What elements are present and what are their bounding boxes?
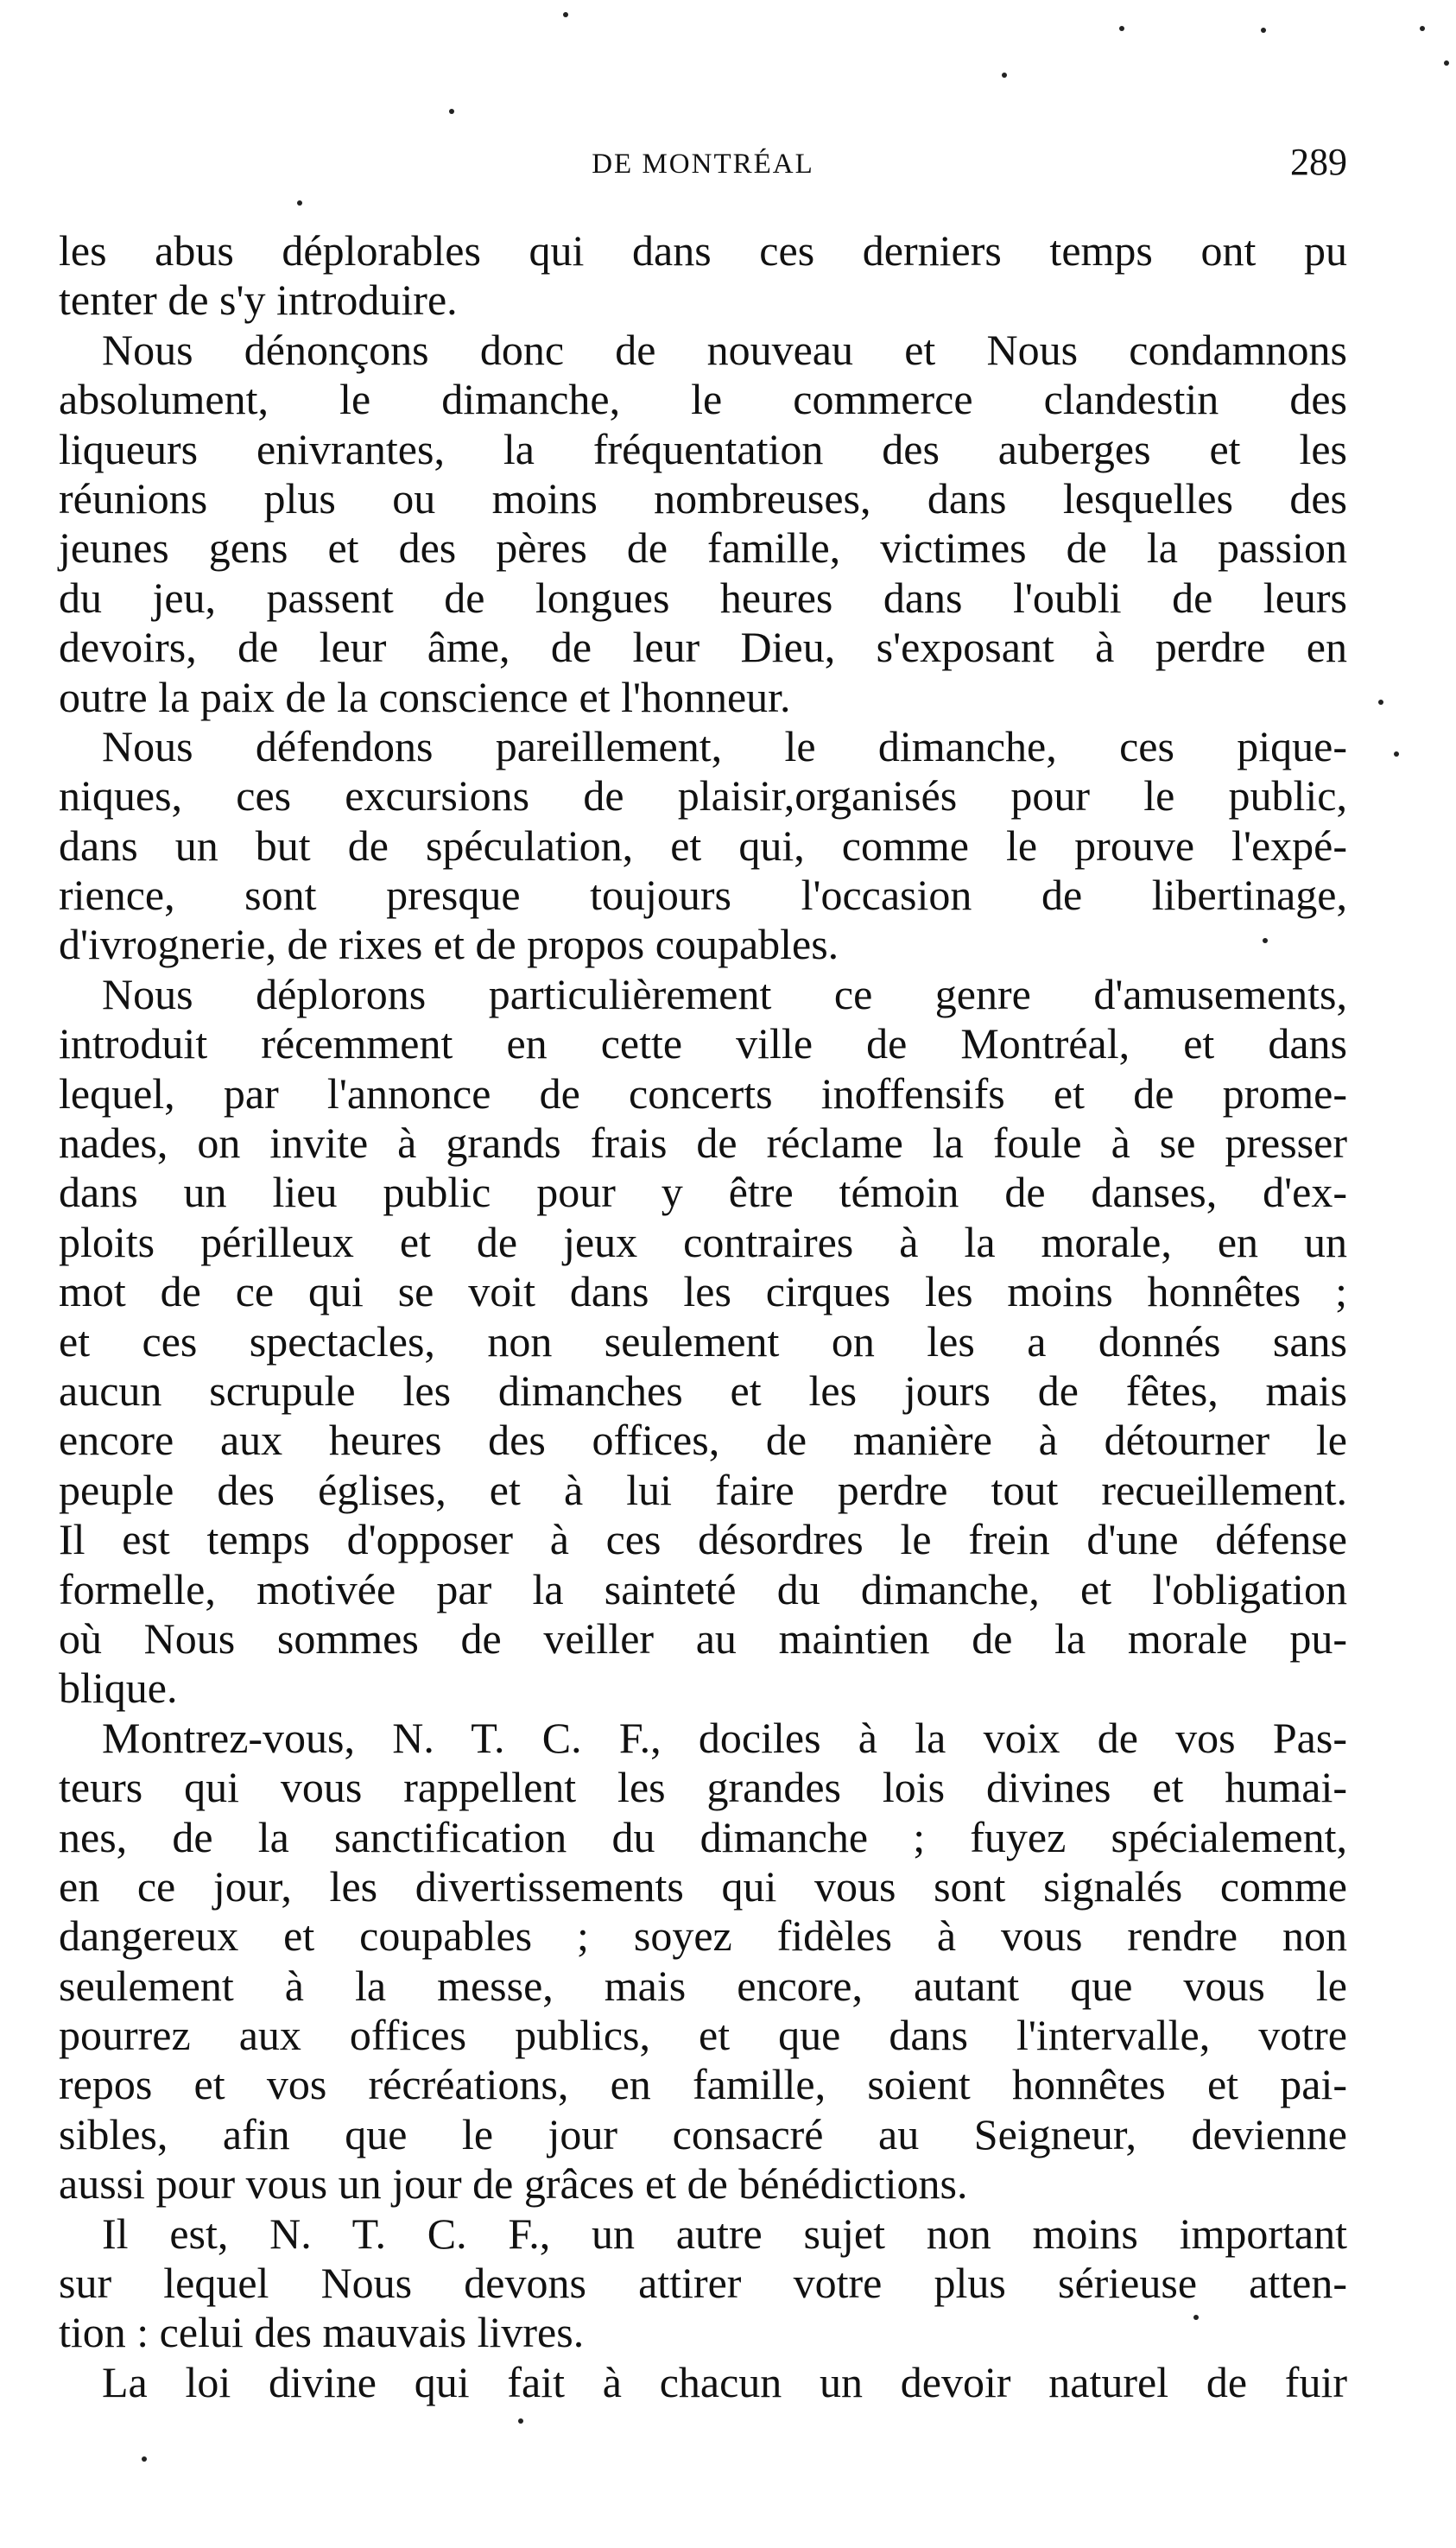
text-line: teurs qui vous rappellent les grandes lois divines et humai- (59, 1763, 1347, 1812)
scan-speck (1420, 26, 1425, 31)
text-line: formelle, motivée par la sainteté du dimanche, et l'obligation (59, 1564, 1347, 1613)
text-line: niques, ces excursions de plaisir,organisés pour le public, (59, 771, 1347, 821)
scan-speck (1002, 73, 1007, 78)
scan-speck (1378, 700, 1383, 705)
text-line: tenter de s'y introduire. (59, 276, 458, 325)
scan-speck (1193, 2315, 1199, 2320)
text-line: Il est, N. T. C. F., un autre sujet non moins important (102, 2209, 1347, 2258)
text-line: nades, on invite à grands frais de réclame la foule à se presser (59, 1119, 1347, 1168)
text-line: nes, de la sanctification du dimanche ; fuyez spécialement, (59, 1812, 1347, 1861)
scan-speck (1444, 60, 1449, 66)
text-line: mot de ce qui se voit dans les cirques les moins honnêtes ; (59, 1267, 1347, 1316)
scan-speck (1261, 28, 1266, 33)
text-line: en ce jour, les divertissements qui vous sont signalés comme (59, 1861, 1347, 1911)
text-line: dangereux et coupables ; soyez fidèles à vous rendre non (59, 1911, 1347, 1961)
text-line: seulement à la messe, mais encore, autant que vous le (59, 1961, 1347, 2010)
scan-speck (518, 2418, 523, 2424)
text-line: aucun scrupule les dimanches et les jours de fêtes, mais (59, 1366, 1347, 1415)
text-line: blique. (59, 1664, 178, 1713)
scan-speck (297, 200, 302, 206)
text-line: pourrez aux offices publics, et que dans l'intervalle, votre (59, 2011, 1347, 2060)
scan-speck (449, 109, 454, 114)
text-line: repos et vos récréations, en famille, soient honnêtes et pai- (59, 2060, 1347, 2109)
text-line: Il est temps d'opposer à ces désordres le frein d'une défense (59, 1515, 1347, 1564)
text-line: peuple des églises, et à lui faire perdre tout recueillement. (59, 1465, 1347, 1514)
text-line: du jeu, passent de longues heures dans l'oubli de leurs (59, 573, 1347, 622)
text-line: liqueurs enivrantes, la fréquentation des auberges et les (59, 424, 1347, 473)
text-line: absolument, le dimanche, le commerce clandestin des (59, 375, 1347, 424)
text-line: aussi pour vous un jour de grâces et de bénédictions. (59, 2159, 968, 2209)
scan-speck (142, 2456, 147, 2462)
text-line: sur lequel Nous devons attirer votre plus sérieuse atten- (59, 2259, 1347, 2308)
scan-speck (563, 12, 568, 17)
text-line: rience, sont presque toujours l'occasion de libertinage, (59, 871, 1347, 920)
text-line: sibles, afin que le jour consacré au Seigneur, devienne (59, 2109, 1347, 2158)
scan-speck (1119, 26, 1124, 31)
scan-speck (1394, 751, 1399, 757)
scan-speck (1263, 938, 1268, 943)
text-line: réunions plus ou moins nombreuses, dans lesquelles des (59, 473, 1347, 523)
text-line: Nous déplorons particulièrement ce genre d'amusements, (102, 969, 1347, 1018)
text-line: tion : celui des mauvais livres. (59, 2308, 585, 2357)
text-line: dans un lieu public pour y être témoin de danses, d'ex- (59, 1168, 1347, 1217)
text-line: d'ivrognerie, de rixes et de propos coupables. (59, 920, 839, 969)
text-line: introduit récemment en cette ville de Montréal, et dans (59, 1019, 1347, 1068)
text-line: Nous dénonçons donc de nouveau et Nous condamnons (102, 325, 1347, 374)
text-line: encore aux heures des offices, de manière à détourner le (59, 1416, 1347, 1465)
text-line: outre la paix de la conscience et l'honneur. (59, 672, 791, 721)
text-line: lequel, par l'annonce de concerts inoffensifs et de prome- (59, 1068, 1347, 1118)
text-line: les abus déplorables qui dans ces derniers temps ont pu (59, 226, 1347, 275)
text-line: dans un but de spéculation, et qui, comme le prouve l'expé- (59, 821, 1347, 870)
text-line: La loi divine qui fait à chacun un devoir naturel de fuir (102, 2357, 1347, 2406)
running-title: DE MONTRÉAL (592, 149, 814, 180)
text-line: et ces spectacles, non seulement on les a donnés sans (59, 1316, 1347, 1366)
page-number: 289 (1290, 141, 1347, 183)
text-line: devoirs, de leur âme, de leur Dieu, s'exposant à perdre en (59, 623, 1347, 672)
body-text (59, 226, 1347, 2407)
running-head (59, 140, 1347, 192)
text-line: ploits périlleux et de jeux contraires à la morale, en un (59, 1217, 1347, 1266)
text-line: Nous défendons pareillement, le dimanche, ces pique- (102, 721, 1347, 770)
text-line: Montrez-vous, N. T. C. F., dociles à la voix de vos Pas- (102, 1713, 1347, 1762)
text-line: jeunes gens et des pères de famille, victimes de la passion (59, 523, 1347, 573)
text-line: où Nous sommes de veiller au maintien de la morale pu- (59, 1613, 1347, 1663)
